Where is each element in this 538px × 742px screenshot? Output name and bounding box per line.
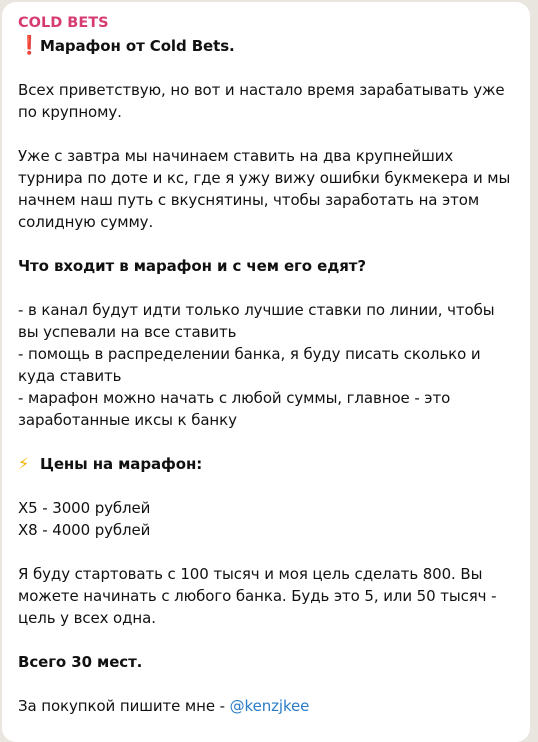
contact-prefix: За покупкой пишите мне - xyxy=(18,697,230,715)
spacer xyxy=(18,277,516,299)
included-heading: Что входит в марафон и с чем его едят? xyxy=(18,257,366,275)
list-item: - помощь в распределении банка, я буду писать сколько и куда ставить xyxy=(18,345,481,385)
contact-handle-link[interactable]: @kenzjkee xyxy=(229,697,310,715)
exclamation-icon: ❗ xyxy=(18,35,41,56)
intro-text: Уже с завтра мы начинаем ставить на два крупнейших турнира по доте и кс, где я ужу вижу ошибки букмекера и мы начнем наш путь с вкуснятины, чтобы заработать на этом солидную сумму. xyxy=(18,147,511,231)
list-item: - марафон можно начать с любой суммы, главное - это заработанные иксы к банку xyxy=(18,389,451,429)
lightning-icon: ⚡ xyxy=(18,454,30,473)
list-item: - в канал будут идти только лучшие ставки по линии, чтобы вы успевали на все ставить xyxy=(18,301,495,341)
spacer xyxy=(18,431,516,453)
spacer xyxy=(18,541,516,563)
spacer xyxy=(18,233,516,255)
message-title-row xyxy=(18,35,516,57)
contact-line xyxy=(18,695,516,717)
channel-name[interactable]: COLD BETS xyxy=(18,15,109,31)
seats-text: Всего 30 мест. xyxy=(18,653,143,671)
prices-heading-row xyxy=(18,453,516,475)
spacer xyxy=(18,57,516,79)
spacer xyxy=(18,475,516,497)
spacer xyxy=(18,123,516,145)
price-item: X5 - 3000 рублей xyxy=(18,499,151,517)
greeting-text: Всех приветствую, но вот и настало время зарабатывать уже по крупному. xyxy=(18,81,505,121)
spacer xyxy=(18,629,516,651)
spacer xyxy=(18,673,516,695)
prices-heading: Цены на марафон: xyxy=(40,455,203,473)
price-item: X8 - 4000 рублей xyxy=(18,521,151,539)
plan-text: Я буду стартовать с 100 тысяч и моя цель сделать 800. Вы можете начинать с любого банка. Будь это 5, или 50 тысяч - цель у всех одна. xyxy=(18,565,497,627)
message-title: Марафон от Cold Bets. xyxy=(40,37,235,55)
message-bubble xyxy=(2,2,530,742)
